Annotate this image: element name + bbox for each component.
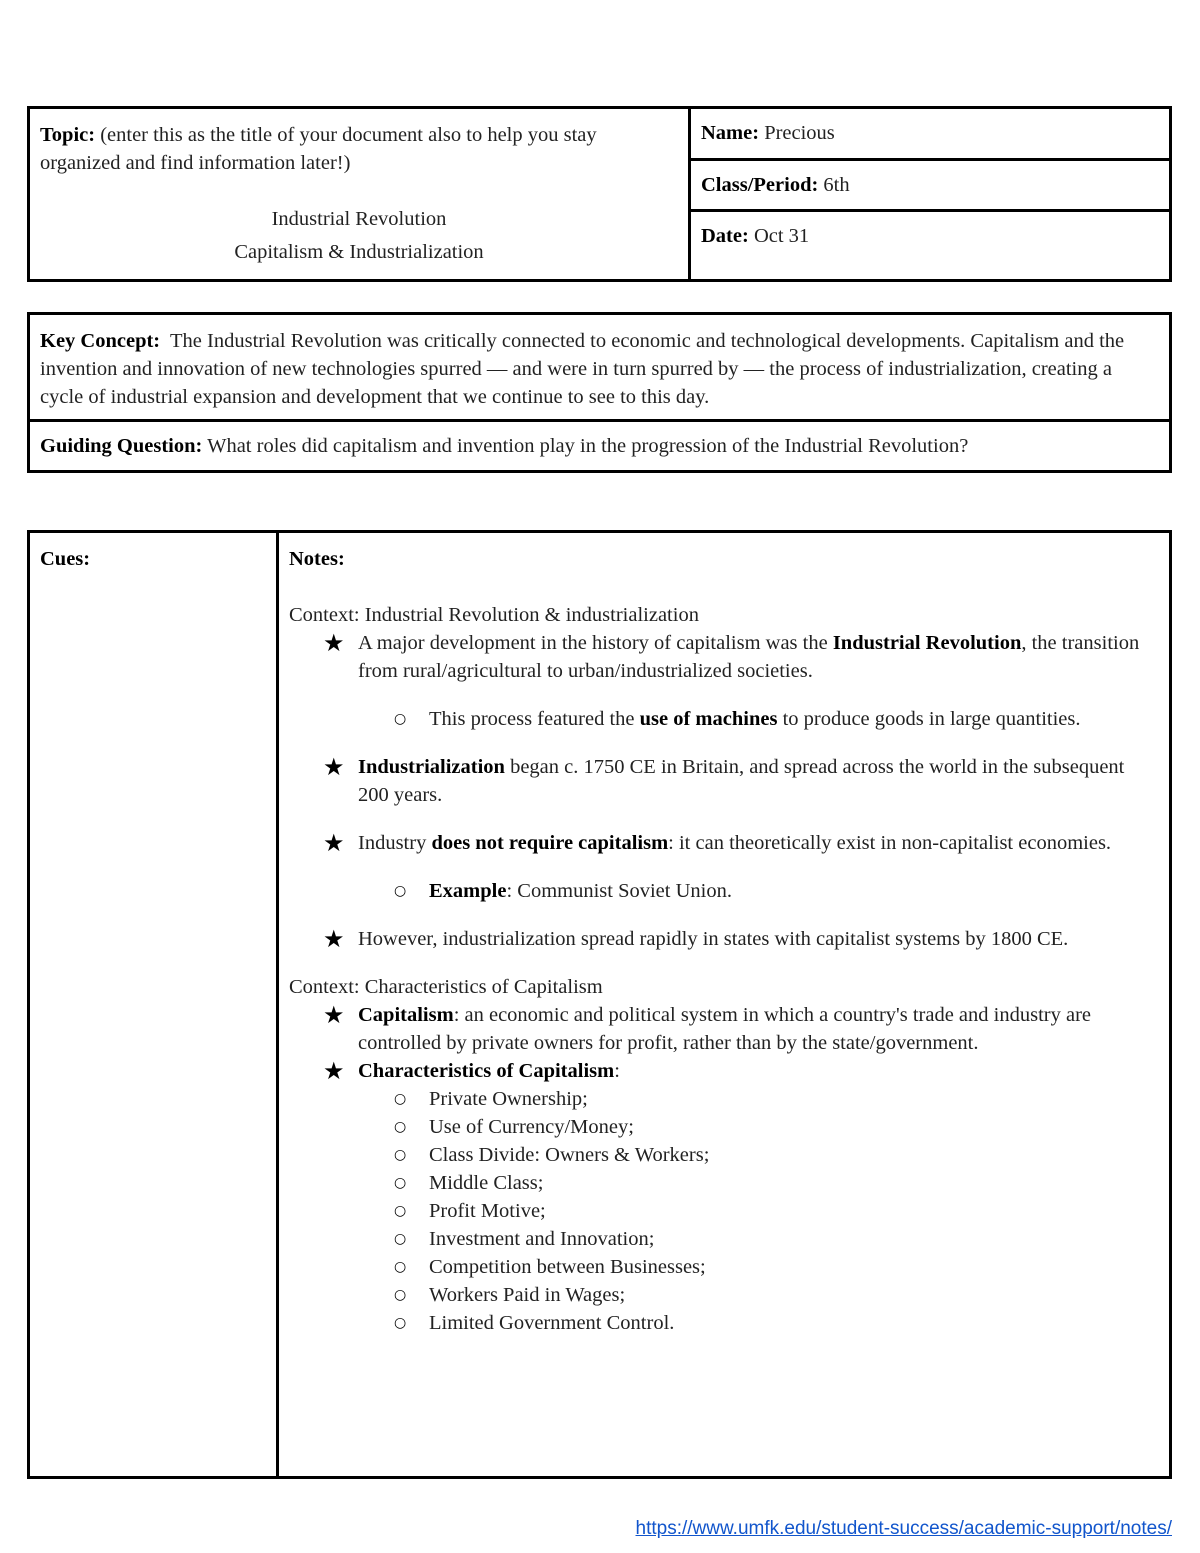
topic-cell	[29, 108, 690, 281]
characteristic-text: Class Divide: Owners & Workers;	[429, 1144, 710, 1166]
circle-bullet-icon: ○	[394, 1287, 407, 1303]
class-label: Class/Period:	[701, 173, 819, 196]
footer-link[interactable]: https://www.umfk.edu/student-success/academic-support/notes/	[635, 1518, 1172, 1539]
list-item	[289, 1253, 1159, 1281]
characteristic-text: Use of Currency/Money;	[429, 1116, 634, 1138]
concept-table	[27, 312, 1172, 473]
characteristic-text: Limited Government Control.	[429, 1312, 675, 1334]
characteristic-text: Profit Motive;	[429, 1200, 546, 1222]
bullet-bold-text: Industrial Revolution	[832, 632, 1022, 654]
name-value: Precious	[764, 122, 835, 144]
circle-bullet-icon: ○	[394, 1259, 407, 1275]
star-bullet-icon: ★	[323, 1001, 345, 1029]
notes-label: Notes:	[289, 548, 345, 570]
characteristic-text: Workers Paid in Wages;	[429, 1284, 626, 1306]
context-1-list	[289, 629, 1159, 953]
bullet-text: This process featured the	[429, 708, 640, 730]
topic-instruction: (enter this as the title of your document also to help you stay organized and find information later!)	[40, 124, 597, 174]
list-item	[289, 1197, 1159, 1225]
header-table	[27, 106, 1172, 282]
characteristic-text: Middle Class;	[429, 1172, 544, 1194]
date-value: Oct 31	[753, 225, 810, 248]
list-item	[289, 1057, 1159, 1337]
key-concept-text: The Industrial Revolution was critically connected to economic and technological developments. Capitalism and the invention and innovation of new technologies spurred — and were in turn spurred by — the process of industrialization, creating a cycle of industrial expansion and development that we continue to see to this day.	[40, 330, 1125, 408]
class-cell	[690, 159, 1171, 211]
bullet-text: : it can theoretically exist in non-capitalist economies.	[668, 832, 1112, 854]
cues-label: Cues:	[40, 548, 91, 570]
topic-title-line-1: Industrial Revolution	[271, 208, 447, 230]
bullet-bold-text: Capitalism	[358, 1004, 454, 1026]
circle-bullet-icon: ○	[394, 1147, 407, 1163]
list-item	[289, 1225, 1159, 1253]
topic-titles	[40, 203, 678, 269]
list-item	[289, 753, 1159, 809]
characteristics-list	[289, 1085, 1159, 1337]
list-item	[289, 1085, 1159, 1113]
date-cell	[690, 211, 1171, 281]
list-item	[289, 829, 1159, 905]
guiding-question-label: Guiding Question:	[40, 435, 203, 457]
guiding-question-text: What roles did capitalism and invention play in the progression of the Industrial Revolution?	[207, 435, 969, 457]
key-concept-cell	[29, 314, 1171, 421]
star-bullet-icon: ★	[323, 925, 345, 953]
star-bullet-icon: ★	[323, 829, 345, 857]
guiding-question-cell	[29, 421, 1171, 472]
sub-list	[289, 705, 1159, 733]
cues-column	[29, 532, 278, 1478]
bullet-text: , the transition from rural/agricultural to urban/industrialized societies.	[358, 632, 1140, 682]
bullet-text: : an economic and political system in which a country's trade and industry are controlled by private owners for profit, rather than by the state/government.	[358, 1004, 1091, 1054]
list-item	[289, 877, 1159, 905]
list-item	[289, 629, 1159, 733]
topic-title-line-2: Capitalism & Industrialization	[234, 241, 484, 263]
list-item	[289, 1113, 1159, 1141]
circle-bullet-icon: ○	[394, 1203, 407, 1219]
circle-bullet-icon: ○	[394, 1231, 407, 1247]
circle-bullet-icon: ○	[394, 1175, 407, 1191]
bullet-text: : Communist Soviet Union.	[506, 880, 732, 902]
context-heading-2: Context: Characteristics of Capitalism	[289, 976, 603, 998]
key-concept-label: Key Concept:	[40, 330, 161, 352]
star-bullet-icon: ★	[323, 629, 345, 657]
bullet-bold-text: does not require capitalism	[431, 832, 669, 854]
class-value: 6th	[823, 173, 850, 196]
list-item	[289, 1309, 1159, 1337]
characteristic-text: Investment and Innovation;	[429, 1228, 655, 1250]
bullet-text: However, industrialization spread rapidly in states with capitalist systems by 1800 CE.	[358, 928, 1069, 950]
list-item	[289, 1169, 1159, 1197]
list-item	[289, 705, 1159, 733]
bullet-bold-text: Industrialization	[358, 756, 505, 778]
list-item	[289, 1141, 1159, 1169]
name-cell	[690, 108, 1171, 160]
circle-bullet-icon: ○	[394, 711, 407, 727]
notes-column	[278, 532, 1171, 1478]
list-item	[289, 1001, 1159, 1057]
circle-bullet-icon: ○	[394, 883, 407, 899]
bullet-bold-text: Example	[429, 880, 507, 902]
star-bullet-icon: ★	[323, 753, 345, 781]
date-label: Date:	[701, 225, 749, 248]
name-label: Name:	[701, 122, 760, 144]
bullet-text: began c. 1750 CE in Britain, and spread across the world in the subsequent 200 years.	[358, 756, 1125, 806]
notes-table	[27, 530, 1172, 1479]
circle-bullet-icon: ○	[394, 1315, 407, 1331]
context-heading-1: Context: Industrial Revolution & industrialization	[289, 604, 699, 626]
bullet-bold-text: use of machines	[639, 708, 778, 730]
sub-list	[289, 877, 1159, 905]
topic-label: Topic:	[40, 124, 96, 146]
bullet-text: to produce goods in large quantities.	[777, 708, 1081, 730]
circle-bullet-icon: ○	[394, 1119, 407, 1135]
bullet-text: A major development in the history of capitalism was the	[358, 632, 833, 654]
characteristic-text: Competition between Businesses;	[429, 1256, 706, 1278]
bullet-bold-text: Characteristics of Capitalism	[358, 1060, 615, 1082]
context-2-list	[289, 1001, 1159, 1337]
star-bullet-icon: ★	[323, 1057, 345, 1085]
list-item	[289, 1281, 1159, 1309]
bullet-text: :	[614, 1060, 620, 1082]
characteristic-text: Private Ownership;	[429, 1088, 588, 1110]
list-item	[289, 925, 1159, 953]
bullet-text: Industry	[358, 832, 432, 854]
circle-bullet-icon: ○	[394, 1091, 407, 1107]
